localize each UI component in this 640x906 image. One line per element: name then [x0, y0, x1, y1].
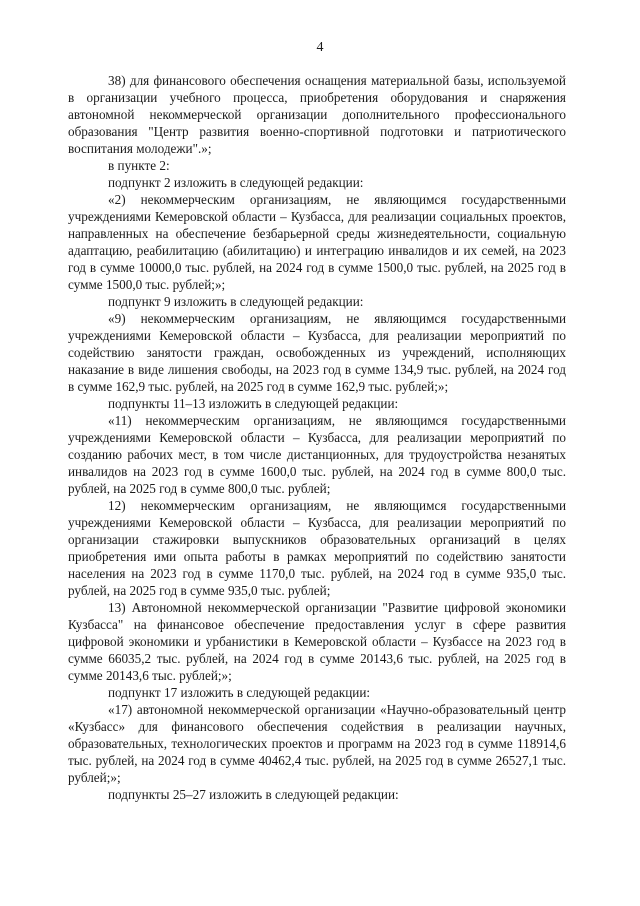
page-number: 4 — [316, 40, 324, 55]
paragraph-subpoint-13-text: 13) Автономной некоммерческой организации "Развитие цифровой экономики Кузбасса" на финансовое обеспечение предоставления услуг в сфере развития цифровой экономики и урбанистики в Кемеровской области – Кузбассе на 2023 год в сумме 66035,2 тыс. рублей, на 2024 год в сумме 20143,6 тыс. рублей, на 2025 год в сумме 20143,6 тыс. рублей;»; — [68, 600, 566, 683]
paragraph-item-38: 38) для финансового обеспечения оснащения материальной базы, используемой в организации учебного процесса, приобретения оборудования и снаряжения автономной некоммерческой организации дополнительного профессионального образования "Центр развития военно-спортивной подготовки и патриотического воспитания молодежи".»; — [68, 73, 566, 156]
document-body — [68, 72, 566, 803]
paragraph-subpoint-2-intro: подпункт 2 изложить в следующей редакции: — [108, 175, 364, 190]
paragraph-subpoints-25-27-intro: подпункты 25–27 изложить в следующей редакции: — [108, 787, 399, 802]
paragraph-subpoint-17-intro: подпункт 17 изложить в следующей редакции: — [108, 685, 371, 700]
paragraph-subpoint-2-text: «2) некоммерческим организациям, не являющимся государственными учреждениями Кемеровской области – Кузбасса, для реализации социальных проектов, направленных на обеспечение безбарьерной среды жизнедеятельности, социальную адаптацию, реабилитацию (абилитацию) и интеграцию инвалидов и их семей, на 2023 год в сумме 10000,0 тыс. рублей, на 2024 год в сумме 1500,0 тыс. рублей, на 2025 год в сумме 1500,0 тыс. рублей;»; — [68, 192, 566, 292]
paragraph-subpoint-17-text: «17) автономной некоммерческой организации «Научно-образовательный центр «Кузбасс» для финансового обеспечения содействия в реализации научных, образовательных, технологических проектов и программ на 2023 год в сумме 118914,6 тыс. рублей, на 2024 год в сумме 40462,4 тыс. рублей, на 2025 год в сумме 26527,1 тыс. рублей;»; — [68, 702, 566, 785]
paragraph-subpoint-11-text: «11) некоммерческим организациям, не являющимся государственными учреждениями Кемеровской области – Кузбасса, для реализации мероприятий по созданию рабочих мест, в том числе дистанционных, для трудоустройства незанятых инвалидов на 2023 год в сумме 1600,0 тыс. рублей, на 2024 год в сумме 800,0 тыс. рублей, на 2025 год в сумме 800,0 тыс. рублей; — [68, 413, 566, 496]
paragraph-subpoint-9-text: «9) некоммерческим организациям, не являющимся государственными учреждениями Кемеровской области – Кузбасса, для реализации мероприятий по содействию занятости граждан, освобожденных из учреждений, исполняющих наказание в виде лишения свободы, на 2023 год в сумме 134,9 тыс. рублей, на 2024 год в сумме 162,9 тыс. рублей, на 2025 год в сумме 162,9 тыс. рублей;»; — [68, 311, 566, 394]
paragraph-subpoint-12-text: 12) некоммерческим организациям, не являющимся государственными учреждениями Кемеровской области – Кузбасса, для реализации мероприятий по организации стажировки выпускников образовательных организаций в целях приобретения ими опыта работы в рамках мероприятий по содействию занятости населения на 2023 год в сумме 1170,0 тыс. рублей, на 2024 год в сумме 935,0 тыс. рублей, на 2025 год в сумме 935,0 тыс. рублей; — [68, 498, 566, 598]
paragraph-subpoints-11-13-intro: подпункты 11–13 изложить в следующей редакции: — [108, 396, 399, 411]
paragraph-subpoint-9-intro: подпункт 9 изложить в следующей редакции: — [108, 294, 364, 309]
paragraph-point-2: в пункте 2: — [108, 158, 170, 173]
